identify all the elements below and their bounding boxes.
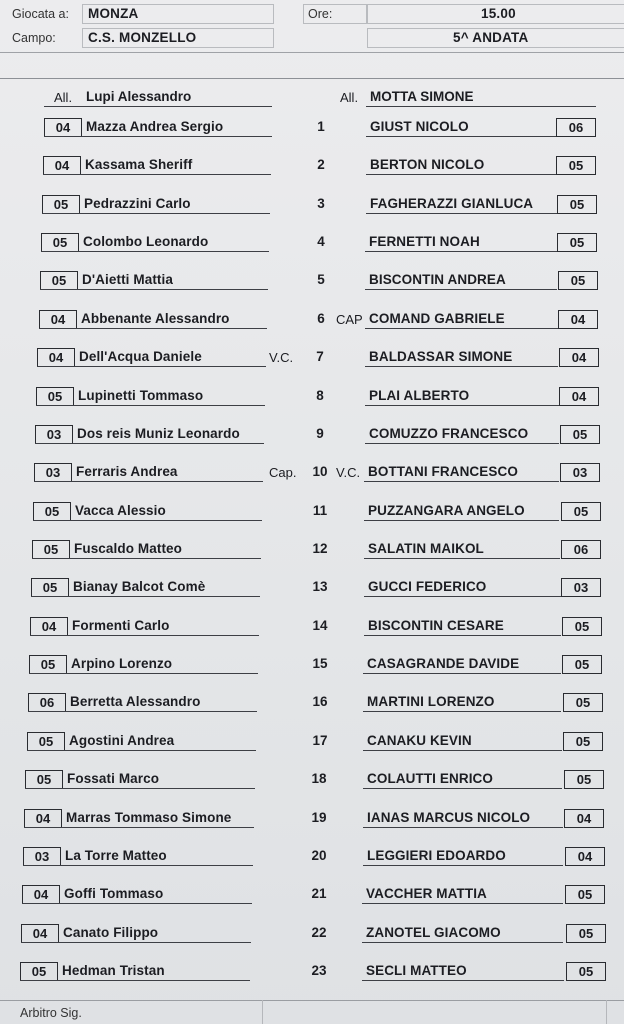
right-player-name: BISCONTIN ANDREA [369,272,506,287]
table-row [0,310,624,336]
shirt-number: 18 [311,771,327,786]
shirt-number: 23 [311,963,327,978]
left-player-underline [21,942,251,943]
right-player-underline [363,711,561,712]
left-player-underline [34,481,263,482]
coach-left-label: All. [54,90,73,105]
left-player-underline [35,443,264,444]
left-player-name: Abbenante Alessandro [81,311,230,326]
right-player-underline [364,558,560,559]
table-row [0,655,624,681]
right-player-code: 05 [563,693,603,712]
left-player-code: 05 [36,387,74,406]
right-player-name: COMUZZO FRANCESCO [369,426,529,441]
right-player-underline [365,366,558,367]
right-player-underline [364,481,559,482]
left-player-code: 04 [30,617,68,636]
left-player-code: 05 [20,962,58,981]
left-player-underline [39,328,267,329]
right-player-underline [365,328,558,329]
right-role: CAP [336,312,363,327]
right-player-code: 05 [556,156,596,175]
played-at-value: MONZA [88,6,139,21]
right-player-underline [363,788,562,789]
right-player-underline [366,174,557,175]
left-player-code: 05 [25,770,63,789]
table-row [0,233,624,259]
left-player-code: 04 [43,156,81,175]
left-role: Cap. [269,465,297,480]
right-player-code: 04 [559,348,599,367]
left-player-code: 05 [40,271,78,290]
right-player-code: 05 [558,271,598,290]
left-player-name: Berretta Alessandro [70,694,201,709]
table-row [0,617,624,643]
left-role: V.C. [269,350,294,365]
left-player-underline [37,366,266,367]
left-player-code: 05 [27,732,65,751]
shirt-number: 10 [312,464,328,479]
left-player-code: 04 [22,885,60,904]
right-player-code: 04 [564,809,604,828]
referee-label: Arbitro Sig. [20,1006,82,1020]
table-row [0,693,624,719]
left-player-underline [31,596,260,597]
left-player-code: 04 [21,924,59,943]
left-player-underline [27,750,256,751]
left-player-underline [42,213,270,214]
left-player-underline [29,673,258,674]
shirt-number: 12 [312,541,328,556]
right-player-underline [366,213,557,214]
right-player-underline [364,596,561,597]
left-player-name: Dos reis Muniz Leonardo [77,426,240,441]
table-row [0,578,624,604]
left-player-underline [25,788,255,789]
coach-left-underline [44,106,272,107]
left-player-name: Bianay Balcot Comè [73,579,206,594]
left-player-underline [40,289,268,290]
table-row [0,387,624,413]
header-divider [0,52,624,53]
footer-divider [0,1000,624,1001]
right-player-code: 05 [560,425,600,444]
left-player-underline [23,865,253,866]
left-player-name: Fossati Marco [67,771,160,786]
right-player-underline [363,865,563,866]
left-player-code: 05 [42,195,80,214]
right-player-name: PLAI ALBERTO [369,388,470,403]
left-player-name: Hedman Tristan [62,963,165,978]
left-player-underline [36,405,265,406]
right-player-code: 04 [565,847,605,866]
footer-vline-1 [262,1000,263,1024]
right-player-code: 05 [563,732,603,751]
right-player-name: BERTON NICOLO [370,157,485,172]
field-label: Campo: [12,31,56,45]
left-player-name: Arpino Lorenzo [71,656,173,671]
right-player-code: 04 [559,387,599,406]
right-player-name: PUZZANGARA ANGELO [368,503,525,518]
right-player-code: 05 [561,502,601,521]
shirt-number: 15 [312,656,328,671]
left-player-code: 05 [41,233,79,252]
left-player-code: 05 [29,655,67,674]
left-player-code: 03 [35,425,73,444]
left-player-name: La Torre Matteo [65,848,167,863]
right-player-underline [362,903,563,904]
right-player-name: SECLI MATTEO [366,963,467,978]
shirt-number: 8 [316,388,324,403]
right-player-underline [365,289,557,290]
coach-right-label: All. [340,90,359,105]
shirt-number: 16 [312,694,328,709]
left-player-code: 04 [39,310,77,329]
left-player-underline [43,174,271,175]
right-player-name: FAGHERAZZI GIANLUCA [370,196,534,211]
shirt-number: 17 [312,733,328,748]
right-player-code: 06 [556,118,596,137]
header-divider-2 [0,78,624,79]
right-player-underline [366,136,556,137]
left-player-name: Goffi Tommaso [64,886,164,901]
left-player-underline [41,251,269,252]
left-player-name: Marras Tommaso Simone [66,810,232,825]
right-player-name: BISCONTIN CESARE [368,618,504,633]
time-label: Ore: [308,7,333,21]
right-player-code: 04 [558,310,598,329]
shirt-number: 1 [317,119,325,134]
table-row [0,195,624,221]
coach-left-name: Lupi Alessandro [86,89,192,104]
shirt-number: 5 [317,272,325,287]
left-player-name: D'Aietti Mattia [82,272,173,287]
right-player-code: 05 [557,233,597,252]
left-player-underline [44,136,272,137]
left-player-name: Ferraris Andrea [76,464,178,479]
left-player-code: 05 [31,578,69,597]
left-player-name: Fuscaldo Matteo [74,541,183,556]
left-player-name: Pedrazzini Carlo [84,196,191,211]
left-player-underline [32,558,261,559]
right-player-underline [365,251,557,252]
left-player-underline [20,980,250,981]
left-player-underline [24,827,254,828]
shirt-number: 14 [312,618,328,633]
table-row [0,156,624,182]
right-player-underline [362,942,563,943]
right-player-underline [363,673,561,674]
right-player-code: 05 [566,924,606,943]
left-player-underline [22,903,252,904]
right-player-name: MARTINI LORENZO [367,694,495,709]
shirt-number: 22 [311,925,327,940]
field-value: C.S. MONZELLO [88,30,197,45]
table-row [0,502,624,528]
table-row [0,809,624,835]
right-player-code: 05 [565,885,605,904]
left-player-code: 03 [34,463,72,482]
table-row [0,847,624,873]
table-row [0,962,624,988]
left-player-code: 05 [32,540,70,559]
right-player-code: 06 [561,540,601,559]
round-value: 5^ ANDATA [453,30,529,45]
shirt-number: 7 [316,349,324,364]
table-row [0,348,624,374]
right-role: V.C. [336,465,361,480]
left-player-underline [28,711,257,712]
left-player-code: 04 [37,348,75,367]
right-player-code: 05 [562,617,602,636]
right-player-name: SALATIN MAIKOL [368,541,484,556]
right-player-code: 05 [557,195,597,214]
right-player-name: GIUST NICOLO [370,119,469,134]
right-player-underline [364,635,561,636]
right-player-underline [363,827,563,828]
shirt-number: 19 [311,810,327,825]
shirt-number: 9 [316,426,324,441]
left-player-code: 06 [28,693,66,712]
table-row [0,463,624,489]
played-at-label: Giocata a: [12,7,69,21]
right-player-name: ZANOTEL GIACOMO [366,925,501,940]
table-row [0,425,624,451]
table-row [0,118,624,144]
coach-right-name: MOTTA SIMONE [370,89,474,104]
left-player-name: Canato Filippo [63,925,159,940]
left-player-underline [33,520,262,521]
left-player-code: 03 [23,847,61,866]
time-value: 15.00 [481,6,516,21]
table-row [0,885,624,911]
right-player-name: IANAS MARCUS NICOLO [367,810,531,825]
shirt-number: 11 [312,503,328,518]
left-player-code: 05 [33,502,71,521]
shirt-number: 3 [317,196,325,211]
left-player-name: Agostini Andrea [69,733,175,748]
right-player-name: COMAND GABRIELE [369,311,505,326]
left-player-underline [30,635,259,636]
right-player-name: CANAKU KEVIN [367,733,472,748]
right-player-name: BALDASSAR SIMONE [369,349,513,364]
left-player-name: Colombo Leonardo [83,234,209,249]
footer-vline-2 [606,1000,607,1024]
left-player-name: Lupinetti Tommaso [78,388,204,403]
right-player-code: 05 [562,655,602,674]
left-player-code: 04 [24,809,62,828]
table-row [0,271,624,297]
shirt-number: 6 [317,311,325,326]
right-player-code: 03 [561,578,601,597]
right-player-name: GUCCI FEDERICO [368,579,487,594]
right-player-underline [362,980,564,981]
right-player-name: COLAUTTI ENRICO [367,771,493,786]
right-player-name: VACCHER MATTIA [366,886,487,901]
table-row [0,924,624,950]
coach-right-underline [366,106,596,107]
shirt-number: 2 [317,157,325,172]
right-player-name: CASAGRANDE DAVIDE [367,656,520,671]
shirt-number: 20 [311,848,327,863]
left-player-name: Mazza Andrea Sergio [86,119,224,134]
left-player-code: 04 [44,118,82,137]
right-player-underline [363,750,562,751]
right-player-name: LEGGIERI EDOARDO [367,848,506,863]
table-row [0,732,624,758]
right-player-underline [365,405,559,406]
left-player-name: Dell'Acqua Daniele [79,349,202,364]
right-player-underline [365,443,559,444]
shirt-number: 13 [312,579,328,594]
right-player-name: FERNETTI NOAH [369,234,480,249]
right-player-code: 03 [560,463,600,482]
shirt-number: 4 [317,234,325,249]
table-row [0,540,624,566]
shirt-number: 21 [311,886,327,901]
left-player-name: Formenti Carlo [72,618,170,633]
left-player-name: Kassama Sheriff [85,157,193,172]
right-player-underline [364,520,559,521]
right-player-name: BOTTANI FRANCESCO [368,464,518,479]
right-player-code: 05 [564,770,604,789]
left-player-name: Vacca Alessio [75,503,166,518]
table-row [0,770,624,796]
right-player-code: 05 [566,962,606,981]
